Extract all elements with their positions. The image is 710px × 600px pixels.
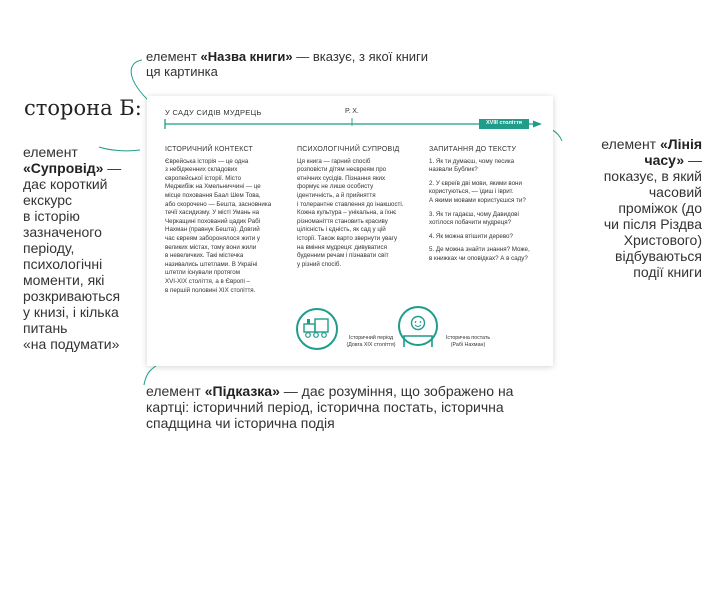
questions-heading: ЗАПИТАННЯ ДО ТЕКСТУ <box>429 146 517 153</box>
psychological-line: ідентичність, а й прийняття <box>297 191 376 199</box>
psychological-line: Ця книга — гарний спосіб <box>297 157 371 165</box>
historical-line: Єврейська історія — це одна <box>165 157 249 165</box>
historical-line: місце поховання Баал Шем Това, <box>165 191 261 199</box>
question-item: 2. У євреїв дві мови, якими вони користуються, — їдиш і іврит. А якими мовами користуєшся ти? <box>429 179 526 204</box>
psychological-line: буденним речам і пізнавати світ <box>297 252 389 260</box>
question-item: 1. Як ти думаєш, чому песика назвали Бублик? <box>429 157 515 174</box>
psychological-heading: ПСИХОЛОГІЧНИЙ СУПРОВІД <box>297 146 400 153</box>
person-icon <box>399 307 437 347</box>
historical-line: називались штетлами. В Україні <box>165 260 258 268</box>
book-title: У САДУ СИДІВ МУДРЕЦЬ <box>165 108 262 117</box>
text-questions <box>429 146 547 269</box>
psychological-line: і толерантне ставлення до інакшості. <box>297 200 404 208</box>
question-item: 4. Як можна втішити дерево? <box>429 232 513 240</box>
historical-line: в першій половині XIX століття. <box>165 286 256 294</box>
historical-line: в невеличких. Такі містечка <box>165 252 244 260</box>
historical-line: Черкащині похований цадик Рабі <box>165 217 261 225</box>
historical-heading: ІСТОРИЧНИЙ КОНТЕКСТ <box>165 146 253 153</box>
historical-line: Меджибіж на Хмельниччині — це <box>165 183 261 191</box>
timeline-arrow-icon <box>533 121 542 128</box>
rx-label: Р. Х. <box>345 108 359 115</box>
historical-line: або скорочено — Бешта, засновника <box>165 200 272 208</box>
psychological-support <box>297 146 423 269</box>
question-item: 3. Як ти гадаєш, чому Давидові хотілося побачити мудреця? <box>429 210 519 227</box>
question-item: 5. Де можна знайти знання? Може, в книжках чи оповідках? А в саду? <box>429 246 530 262</box>
psychological-line: історії. Також варто звернути увагу <box>297 234 398 242</box>
train-icon <box>297 309 337 349</box>
historical-line: штетли існували протягом <box>165 269 240 277</box>
historical-line: течії хасидизму. У місті Умань на <box>165 209 260 217</box>
psychological-line: Кожна культура – унікальна, а їхнє <box>297 209 397 217</box>
historical-context <box>165 146 283 295</box>
historical-line: з небідженних складових <box>165 166 238 174</box>
historical-line: час євреям заборонялося жити у <box>165 234 261 242</box>
hint-annotation: елемент «Підказка» — дає розуміння, що зображено на картці: історичний період, історична постать, історична спадщина чи історична подія <box>146 383 514 431</box>
psychological-line: на вміння мудреця: дивуватися <box>297 243 387 251</box>
historical-line: європейської історії. Місто <box>165 174 242 182</box>
book-card <box>147 96 553 366</box>
historical-line: великих містах, тому вони жили <box>165 243 257 251</box>
psychological-line: формує не лише особисту <box>297 183 374 191</box>
hint-person-caption: Історична постать (Рабі Нахман) <box>445 335 491 348</box>
guide-annotation: елемент «Супровід» — дає короткий екскурс в історію зазначеного періоду, психологічні моменти, які розкриваються у книзі, і кілька питань «на подумати» <box>23 144 122 352</box>
timeline-annotation: елемент «Лінія часу» — показує, в який часовий проміжок (до чи після Різдва Христового) відбуваються події книги <box>601 136 702 280</box>
psychological-line: у різний спосіб. <box>297 260 342 268</box>
hint-period-caption: Історичний період (Довга XIX століття) <box>346 335 396 348</box>
psychological-line: цілісність і єдність, як сад у цій <box>297 226 386 234</box>
title-annotation: елемент «Назва книги» — вказує, з якої книги ця картинка <box>146 49 429 79</box>
century-badge: XVIII століття <box>486 120 522 126</box>
psychological-line: різноманіття становить красиву <box>297 217 388 225</box>
historical-line: Нахман (правнук Бешта). Довгий <box>165 226 260 234</box>
historical-line: XVI-XIX століття, а в Європі – <box>165 277 250 285</box>
psychological-line: етнічних сусідів. Пізнання яких <box>297 174 386 182</box>
psychological-line: розповісти дітям неєвреям про <box>297 166 387 174</box>
side-label: сторона Б: <box>24 96 142 120</box>
